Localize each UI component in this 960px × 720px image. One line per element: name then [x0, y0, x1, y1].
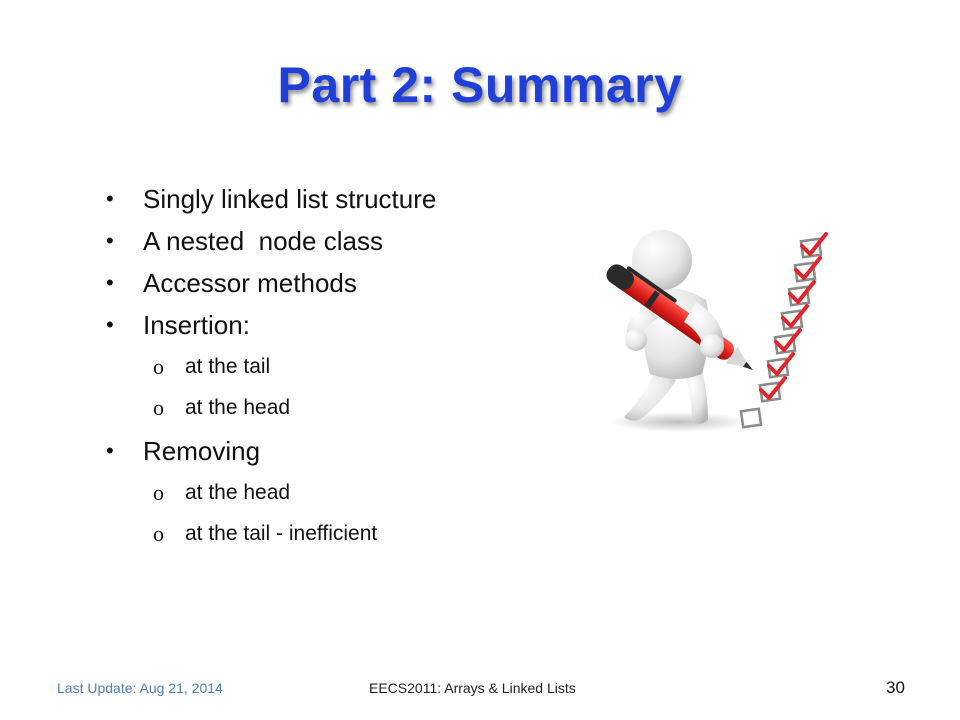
bullet-marker: •: [106, 312, 114, 337]
bullet-marker: •: [106, 270, 114, 295]
checklist-boxes: [741, 234, 826, 427]
bullet-marker: •: [106, 186, 114, 211]
bullet-marker: •: [106, 228, 114, 253]
bullet-item: [106, 220, 436, 262]
sub-bullet-marker: o: [153, 521, 164, 546]
sub-bullet-marker: o: [153, 480, 164, 505]
checklist-figure-icon: [584, 222, 834, 440]
bullet-text: A nested node class: [143, 226, 383, 256]
footer-last-update: Last Update: Aug 21, 2014: [57, 680, 223, 696]
sub-bullet-item: [106, 346, 436, 387]
sub-bullet-item: [106, 472, 436, 513]
bullet-item: [106, 262, 436, 304]
sub-bullet-text: at the head: [185, 481, 291, 504]
sub-bullet-item: [106, 513, 436, 554]
sub-bullet-item: [106, 387, 436, 428]
bullet-list: [106, 178, 436, 554]
sub-bullet-text: at the head: [185, 396, 291, 419]
bullet-item: [106, 178, 436, 220]
bullet-text: Accessor methods: [143, 268, 357, 298]
bullet-item: [106, 430, 436, 472]
sub-bullet-marker: o: [153, 395, 164, 420]
sub-bullet-text: at the tail: [185, 355, 271, 378]
footer-course-title: EECS2011: Arrays & Linked Lists: [369, 680, 576, 696]
page-number: 30: [886, 678, 905, 697]
sub-bullet-marker: o: [153, 354, 164, 379]
bullet-text: Removing: [143, 436, 261, 466]
sub-bullet-text: at the tail - inefficient: [185, 522, 378, 545]
bullet-text: Singly linked list structure: [143, 184, 437, 214]
bullet-text: Insertion:: [143, 310, 250, 340]
slide-title: Part 2: Summary: [277, 57, 683, 113]
bullet-item: [106, 304, 436, 346]
bullet-marker: •: [106, 438, 114, 463]
